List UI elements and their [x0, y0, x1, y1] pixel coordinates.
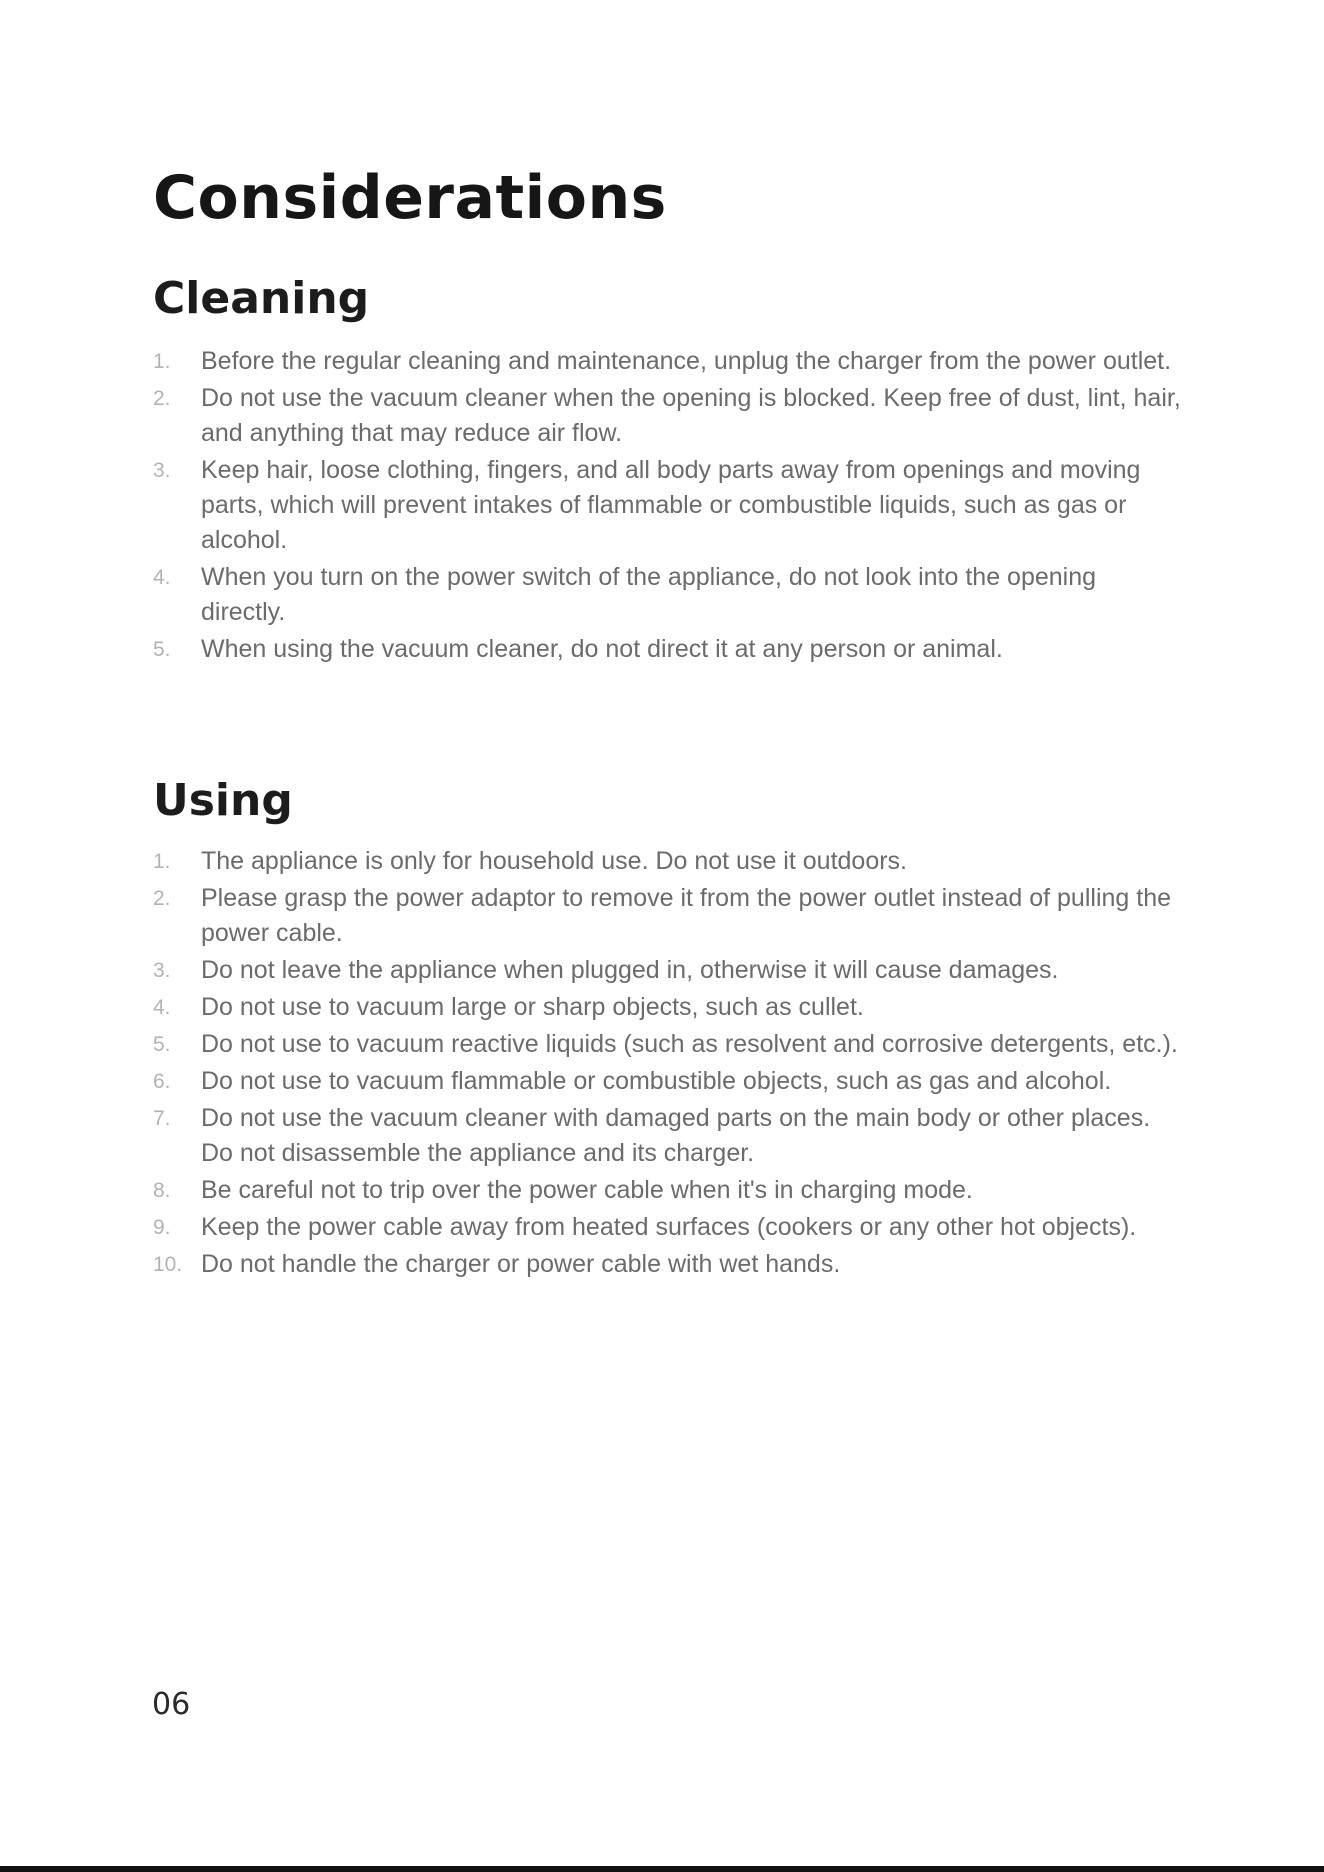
list-item-number: 4.: [153, 996, 171, 1019]
list-item-number: 2.: [153, 387, 171, 410]
using-list-item: [153, 990, 1183, 1025]
cleaning-list-item: [153, 344, 1183, 379]
list-item-number: 1.: [153, 350, 171, 373]
page-title: Considerations: [153, 163, 667, 233]
list-item-text: The appliance is only for household use. Do not use it outdoors.: [201, 847, 907, 875]
using-list: [153, 844, 1183, 1284]
list-item-text: Do not use to vacuum reactive liquids (such as resolvent and corrosive detergents, etc.).: [201, 1030, 1178, 1058]
list-item-text: When you turn on the power switch of the appliance, do not look into the opening directly.: [201, 563, 1097, 626]
using-list-item: [153, 1210, 1183, 1245]
using-list-item: [153, 1247, 1183, 1282]
list-item-number: 3.: [153, 459, 171, 482]
list-item-number: 9.: [153, 1216, 171, 1239]
list-item-text: When using the vacuum cleaner, do not direct it at any person or animal.: [201, 635, 1003, 663]
cleaning-list-item: [153, 632, 1183, 667]
list-item-text: Do not handle the charger or power cable with wet hands.: [201, 1250, 841, 1278]
list-item-number: 8.: [153, 1179, 171, 1202]
list-item-number: 5.: [153, 1033, 171, 1056]
list-item-number: 1.: [153, 850, 171, 873]
list-item-text: Keep the power cable away from heated surfaces (cookers or any other hot objects).: [201, 1213, 1137, 1241]
list-item-text: Do not use to vacuum flammable or combustible objects, such as gas and alcohol.: [201, 1067, 1112, 1095]
using-list-item: [153, 881, 1183, 951]
list-item-text: Please grasp the power adaptor to remove it from the power outlet instead of pulling the power cable.: [201, 884, 1172, 947]
using-list-item: [153, 953, 1183, 988]
using-list-item: [153, 844, 1183, 879]
list-item-text: Do not leave the appliance when plugged in, otherwise it will cause damages.: [201, 956, 1059, 984]
cleaning-heading: Cleaning: [153, 273, 370, 324]
page-number: 06: [152, 1687, 191, 1722]
list-item-number: 6.: [153, 1070, 171, 1093]
cleaning-list-item: [153, 453, 1183, 558]
list-item-text: Do not use the vacuum cleaner with damaged parts on the main body or other places. Do not disassemble the appliance and its charger.: [201, 1104, 1151, 1167]
list-item-number: 2.: [153, 887, 171, 910]
using-heading: Using: [153, 775, 293, 826]
cleaning-list-item: [153, 381, 1183, 451]
list-item-number: 7.: [153, 1107, 171, 1130]
cleaning-list-item: [153, 560, 1183, 630]
list-item-text: Keep hair, loose clothing, fingers, and all body parts away from openings and moving parts, which will prevent intakes of flammable or combustible liquids, such as gas or alcohol.: [201, 456, 1141, 554]
bottom-divider: [0, 1866, 1324, 1872]
list-item-number: 3.: [153, 959, 171, 982]
list-item-text: Do not use the vacuum cleaner when the opening is blocked. Keep free of dust, lint, hair, and anything that may reduce air flow.: [201, 384, 1181, 447]
list-item-number: 4.: [153, 566, 171, 589]
cleaning-list: [153, 344, 1183, 669]
list-item-text: Do not use to vacuum large or sharp objects, such as cullet.: [201, 993, 864, 1021]
using-list-item: [153, 1027, 1183, 1062]
using-list-item: [153, 1101, 1183, 1171]
using-list-item: [153, 1173, 1183, 1208]
list-item-text: Be careful not to trip over the power cable when it's in charging mode.: [201, 1176, 973, 1204]
using-list-item: [153, 1064, 1183, 1099]
list-item-text: Before the regular cleaning and maintenance, unplug the charger from the power outlet.: [201, 347, 1172, 375]
list-item-number: 10.: [153, 1253, 183, 1276]
list-item-number: 5.: [153, 638, 171, 661]
